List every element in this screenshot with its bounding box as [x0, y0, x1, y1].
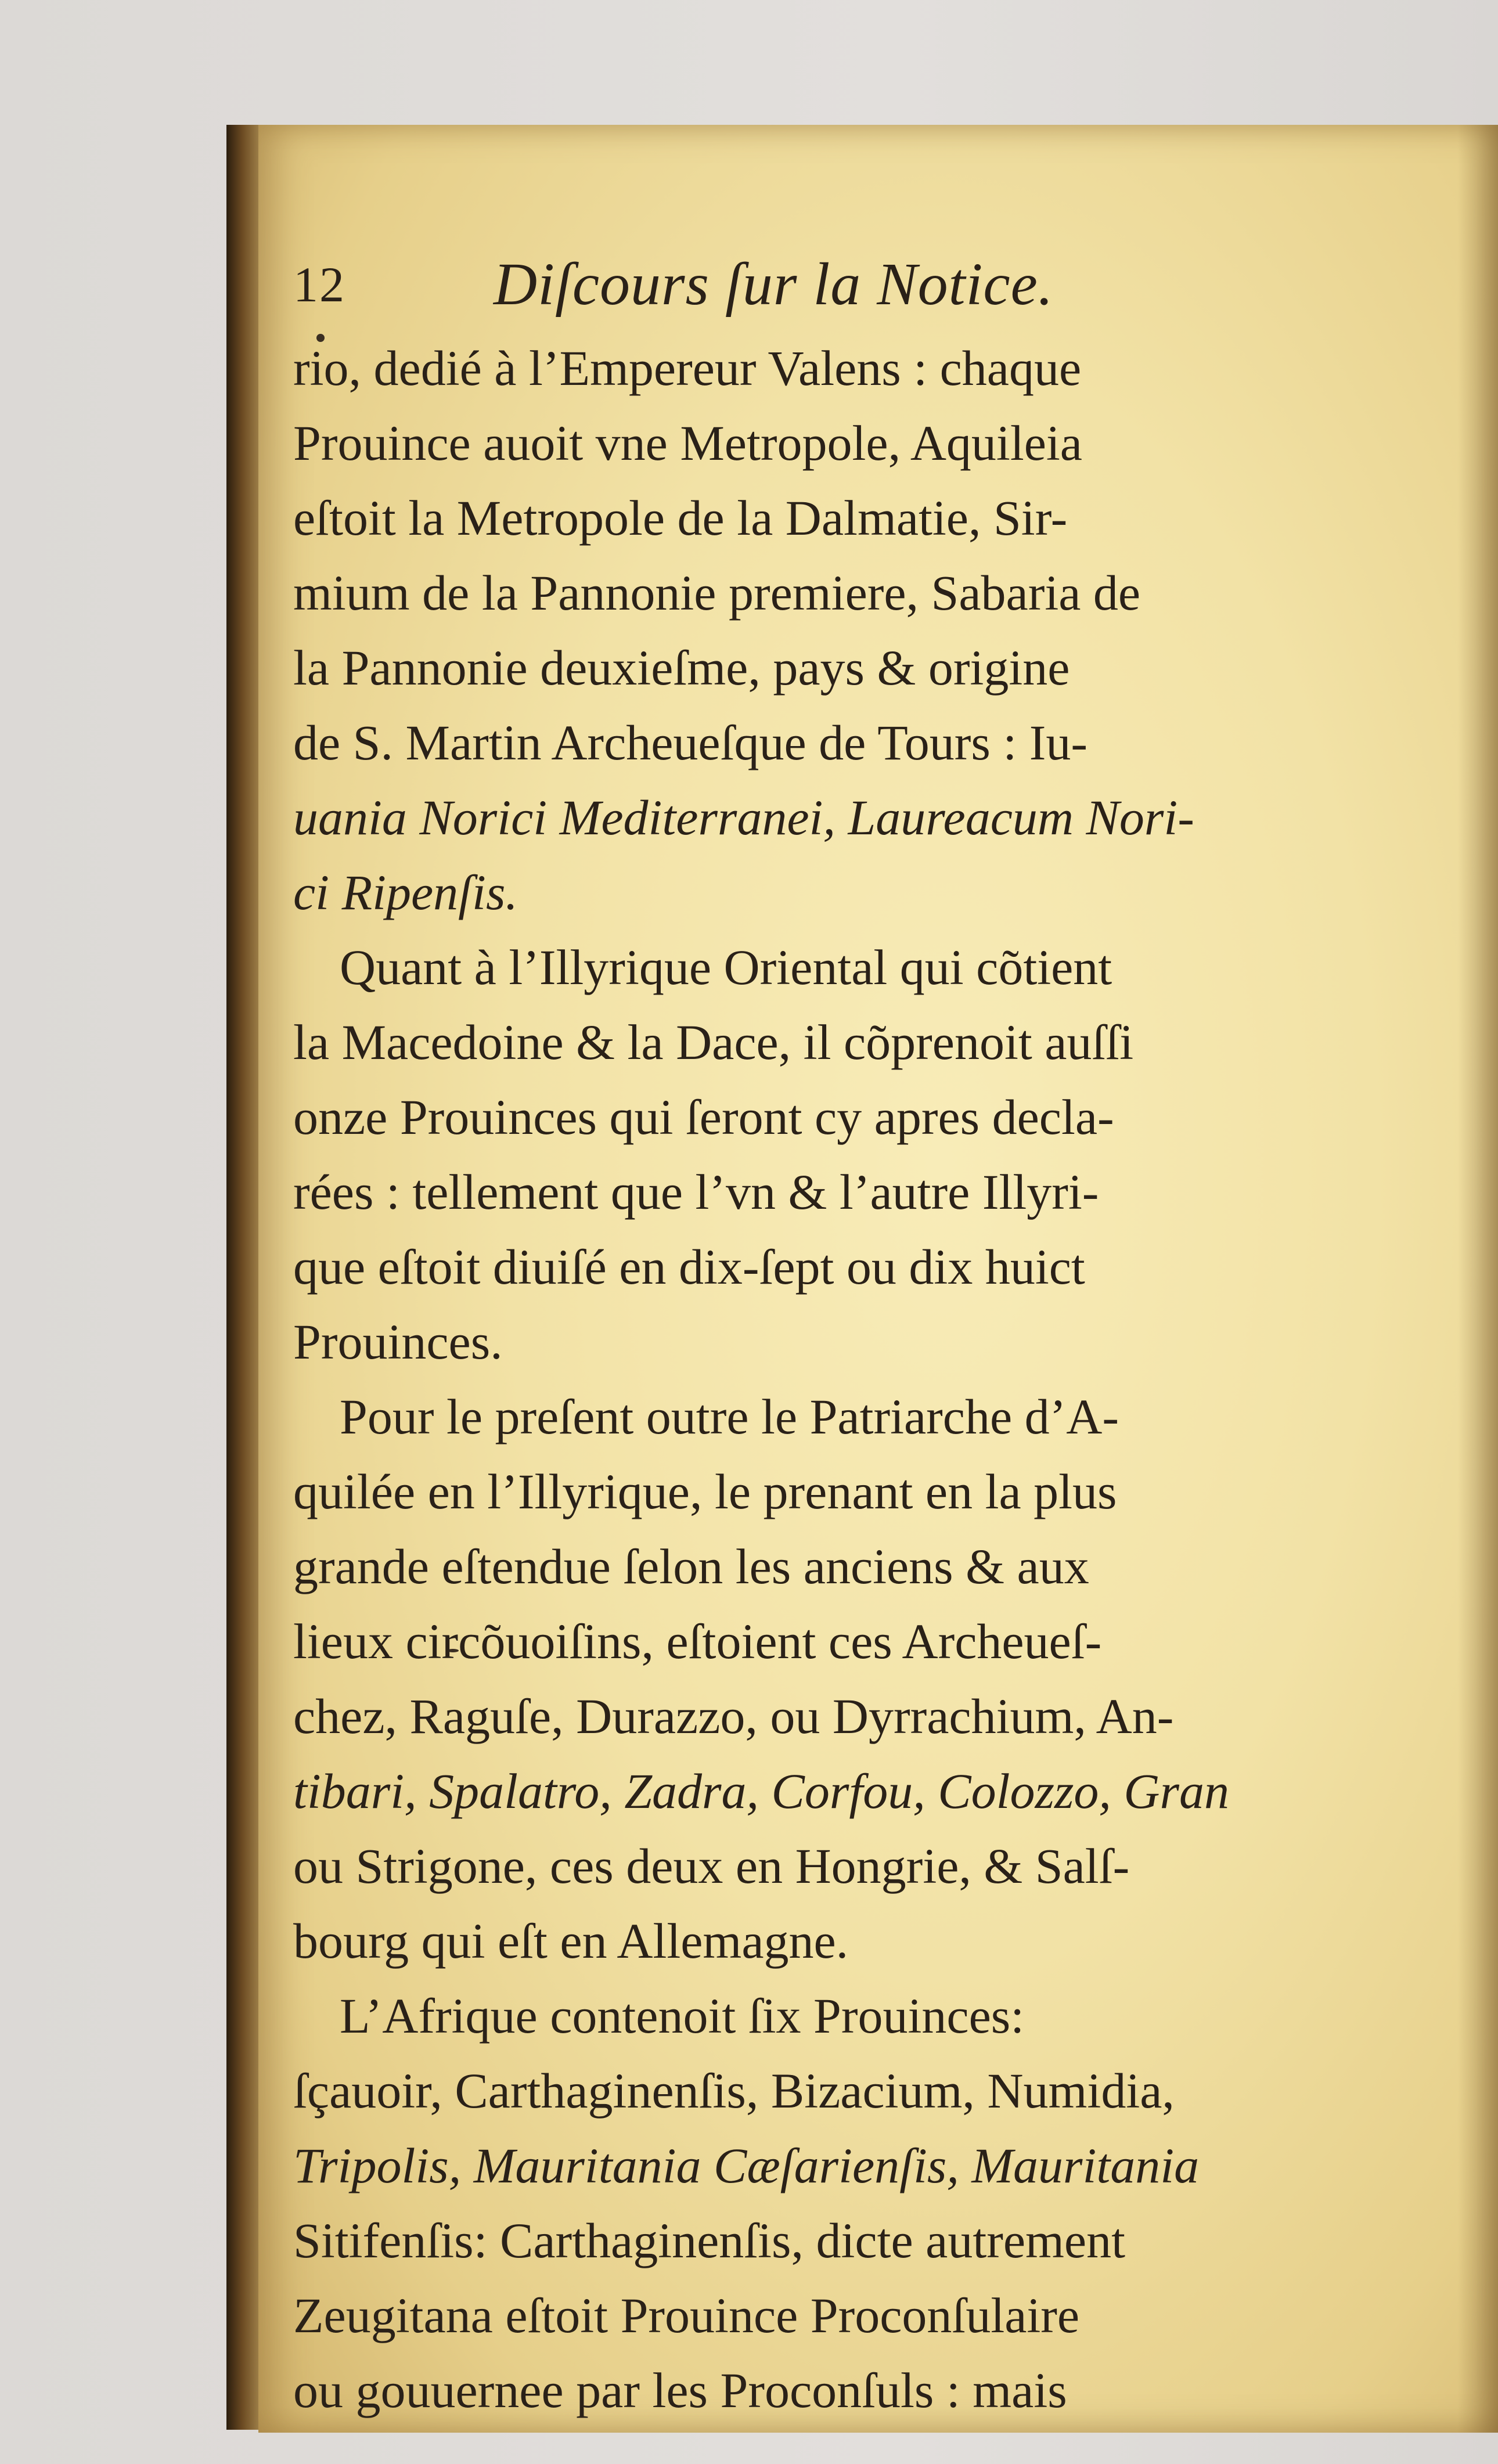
text-line: eſtoit la Metropole de la Dalmatie, Sir-: [293, 490, 1068, 546]
text-line: de S. Martin Archeueſque de Tours : Iu-: [293, 715, 1088, 770]
paragraph-first-line: Quant à l’Illyrique Oriental qui cõtient: [340, 939, 1112, 995]
text-line: la Pannonie deuxieſme, pays & origine: [293, 640, 1070, 696]
text-line: ci Ripenſis.: [293, 864, 518, 920]
running-head: [293, 244, 1483, 331]
page-number: 12: [293, 257, 345, 312]
text-line: Sitifenſis: Carthaginenſis, dicte autrement: [293, 2213, 1125, 2268]
text-line: uania Norici Mediterranei, Laureacum Nori-: [293, 790, 1194, 845]
text-line: la Macedoine & la Dace, il cõprenoit auſſi: [293, 1014, 1134, 1070]
paragraph-first-line: L’Afrique contenoit ſix Prouinces:: [340, 1988, 1025, 2044]
text-line: mium de la Pannonie premiere, Sabaria de: [293, 565, 1141, 621]
paragraph-first-line: Pour le preſent outre le Patriarche d’A-: [340, 1389, 1119, 1444]
text-line: ou Strigone, ces deux en Hongrie, & Salſ-: [293, 1838, 1130, 1894]
text-line: Zeugitana eſtoit Prouince Proconſulaire: [293, 2288, 1080, 2343]
text-line: chez, Raguſe, Durazzo, ou Dyrrachium, An-: [293, 1688, 1174, 1744]
text-line: lieux circõuoiſins, eſtoient ces Archeueſ-: [293, 1613, 1102, 1669]
text-line: ſçauoir, Carthaginenſis, Bizacium, Numidia,: [293, 2063, 1175, 2119]
text-line: tibari, Spalatro, Zadra, Corfou, Colozzo, Gran: [293, 1763, 1229, 1819]
text-line: rio, dedié à l’Empereur Valens : chaque: [293, 340, 1082, 396]
text-line: quilée en l’Illyrique, le prenant en la plus: [293, 1464, 1117, 1519]
text-line: grande eſtendue ſelon les anciens & aux: [293, 1539, 1089, 1594]
text-line: Prouince auoit vne Metropole, Aquileia: [293, 415, 1082, 471]
text-line: bourg qui eſt en Allemagne.: [293, 1913, 849, 1969]
text-line: que eſtoit diuiſé en dix-ſept ou dix huict: [293, 1239, 1085, 1295]
text-line: Tripolis, Mauritania Cæſarienſis, Mauritania: [293, 2138, 1200, 2193]
text-line: rées : tellement que l’vn & l’autre Illyri-: [293, 1164, 1099, 1220]
text-line: ou gouuernee par les Proconſuls : mais: [293, 2362, 1067, 2418]
text-line: onze Prouinces qui ſeront cy apres decla-: [293, 1089, 1114, 1145]
page-text-block: [293, 244, 1483, 2428]
text-line: Prouinces.: [293, 1314, 503, 1370]
running-head-title: Diſcours ſur la Notice.: [494, 251, 1054, 318]
